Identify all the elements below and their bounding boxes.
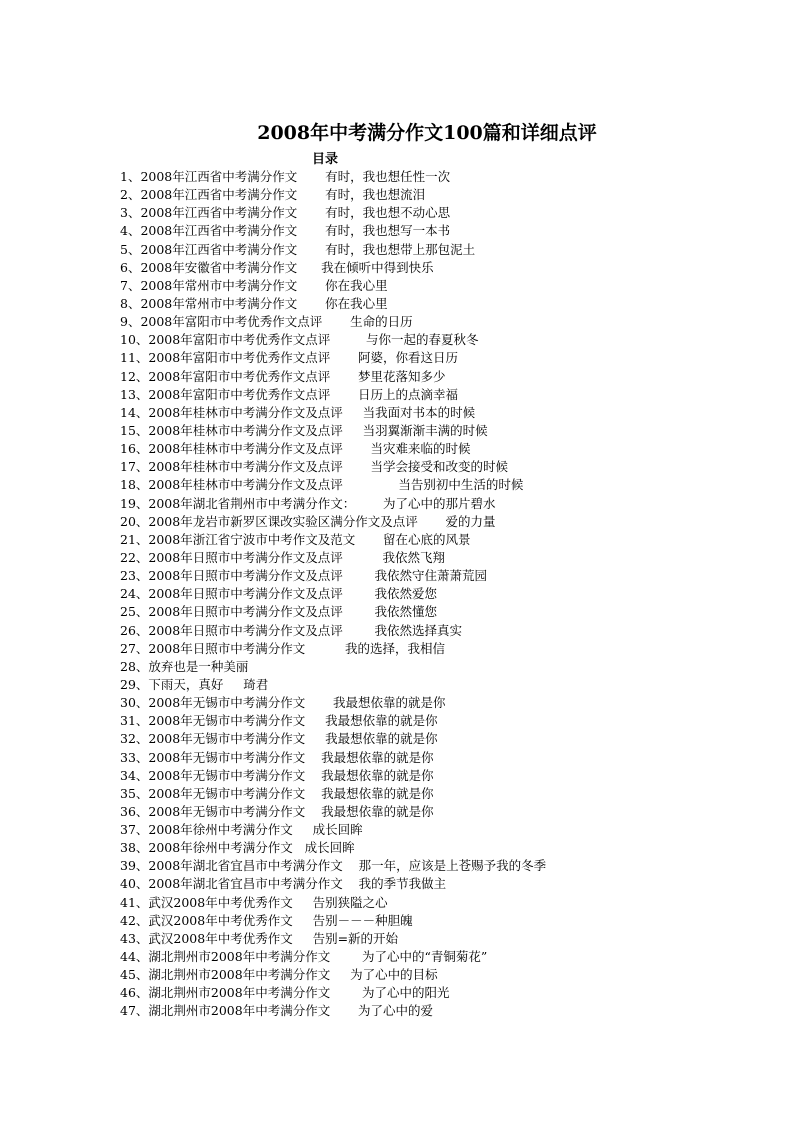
toc-entry: 14、2008年桂林市中考满分作文及点评 当我面对书本的时候	[120, 404, 476, 420]
toc-entry: 40、2008年湖北省宜昌市中考满分作文 我的季节我做主	[120, 876, 447, 892]
toc-entry: 12、2008年富阳市中考优秀作文点评 梦里花落知多少	[120, 368, 446, 384]
toc-entry: 42、武汉2008年中考优秀作文 告别－－－种胆魄	[120, 912, 413, 928]
toc-entry: 35、2008年无锡市中考满分作文 我最想依靠的就是你	[120, 785, 434, 801]
toc-entry: 21、2008年浙江省宁波市中考作文及范文 留在心底的风景	[120, 531, 471, 547]
toc-heading: 目录	[312, 152, 339, 167]
toc-entry: 44、湖北荆州市2008年中考满分作文 为了心中的“青铜菊花”	[120, 949, 488, 965]
toc-entry: 6、2008年安徽省中考满分作文 我在倾听中得到快乐	[120, 259, 434, 275]
toc-entry: 29、下雨天，真好 琦君	[120, 676, 269, 692]
toc-entry: 9、2008年富阳市中考优秀作文点评 生命的日历	[120, 314, 413, 330]
toc-entry: 36、2008年无锡市中考满分作文 我最想依靠的就是你	[120, 803, 434, 819]
toc-entry: 26、2008年日照市中考满分作文及点评 我依然选择真实	[120, 622, 463, 638]
toc-entry: 1、2008年江西省中考满分作文 有时，我也想任性一次	[120, 169, 451, 184]
toc-entry: 47、湖北荆州市2008年中考满分作文 为了心中的爱	[120, 1003, 434, 1019]
toc-entry: 4、2008年江西省中考满分作文 有时，我也想写一本书	[120, 223, 451, 239]
toc-entry: 23、2008年日照市中考满分作文及点评 我依然守住萧萧荒园	[120, 568, 488, 584]
toc-entry: 22、2008年日照市中考满分作文及点评 我依然飞翔	[120, 549, 445, 565]
toc-entry: 15、2008年桂林市中考满分作文及点评 当羽翼渐渐丰满的时候	[120, 422, 488, 438]
toc-entry: 16、2008年桂林市中考满分作文及点评 当灾难来临的时候	[120, 441, 471, 457]
toc-entry: 39、2008年湖北省宜昌市中考满分作文 那一年，应该是上苍赐予我的冬季	[120, 858, 547, 874]
toc-entry: 37、2008年徐州中考满分作文 成长回眸	[120, 822, 363, 838]
toc-entry: 20、2008年龙岩市新罗区课改实验区满分作文及点评 爱的力量	[120, 513, 496, 529]
toc-entry: 25、2008年日照市中考满分作文及点评 我依然懂您	[120, 604, 438, 620]
toc-entry: 10、2008年富阳市中考优秀作文点评 与你一起的春夏秋冬	[120, 332, 479, 348]
toc-entry: 2、2008年江西省中考满分作文 有时，我也想流泪	[120, 187, 426, 203]
toc-entry: 38、2008年徐州中考满分作文 成长回眸	[120, 840, 355, 856]
toc-entry: 13、2008年富阳市中考优秀作文点评 日历上的点滴幸福	[120, 386, 459, 402]
toc-entry: 3、2008年江西省中考满分作文 有时，我也想不动心思	[120, 205, 451, 221]
table-of-contents	[120, 168, 546, 1021]
toc-entry: 34、2008年无锡市中考满分作文 我最想依靠的就是你	[120, 767, 434, 783]
toc-entry: 30、2008年无锡市中考满分作文 我最想依靠的就是你	[120, 695, 446, 711]
toc-entry: 24、2008年日照市中考满分作文及点评 我依然爱您	[120, 586, 438, 602]
toc-entry: 19、2008年湖北省荆州市中考满分作文： 为了心中的那片碧水	[120, 495, 496, 511]
toc-entry: 33、2008年无锡市中考满分作文 我最想依靠的就是你	[120, 749, 434, 765]
toc-entry: 11、2008年富阳市中考优秀作文点评 阿婆，你看这日历	[120, 350, 459, 366]
toc-entry: 27、2008年日照市中考满分作文 我的选择，我相信	[120, 640, 445, 656]
toc-entry: 45、湖北荆州市2008年中考满分作文 为了心中的目标	[120, 967, 438, 983]
toc-entry: 31、2008年无锡市中考满分作文 我最想依靠的就是你	[120, 713, 438, 729]
toc-entry: 46、湖北荆州市2008年中考满分作文 为了心中的阳光	[120, 985, 450, 1001]
toc-entry: 18、2008年桂林市中考满分作文及点评 当告别初中生活的时候	[120, 477, 524, 493]
toc-entry: 32、2008年无锡市中考满分作文 我最想依靠的就是你	[120, 731, 438, 747]
toc-entry: 8、2008年常州市中考满分作文 你在我心里	[120, 295, 388, 311]
page-title: 2008年中考满分作文100篇和详细点评	[257, 122, 597, 144]
toc-entry: 17、2008年桂林市中考满分作文及点评 当学会接受和改变的时候	[120, 459, 509, 475]
toc-entry: 5、2008年江西省中考满分作文 有时，我也想带上那包泥土	[120, 241, 476, 257]
toc-entry: 41、武汉2008年中考优秀作文 告别狭隘之心	[120, 894, 388, 910]
toc-entry: 7、2008年常州市中考满分作文 你在我心里	[120, 277, 388, 293]
toc-entry: 43、武汉2008年中考优秀作文 告别=新的开始	[120, 930, 399, 946]
toc-entry: 28、放弃也是一种美丽	[120, 658, 249, 674]
